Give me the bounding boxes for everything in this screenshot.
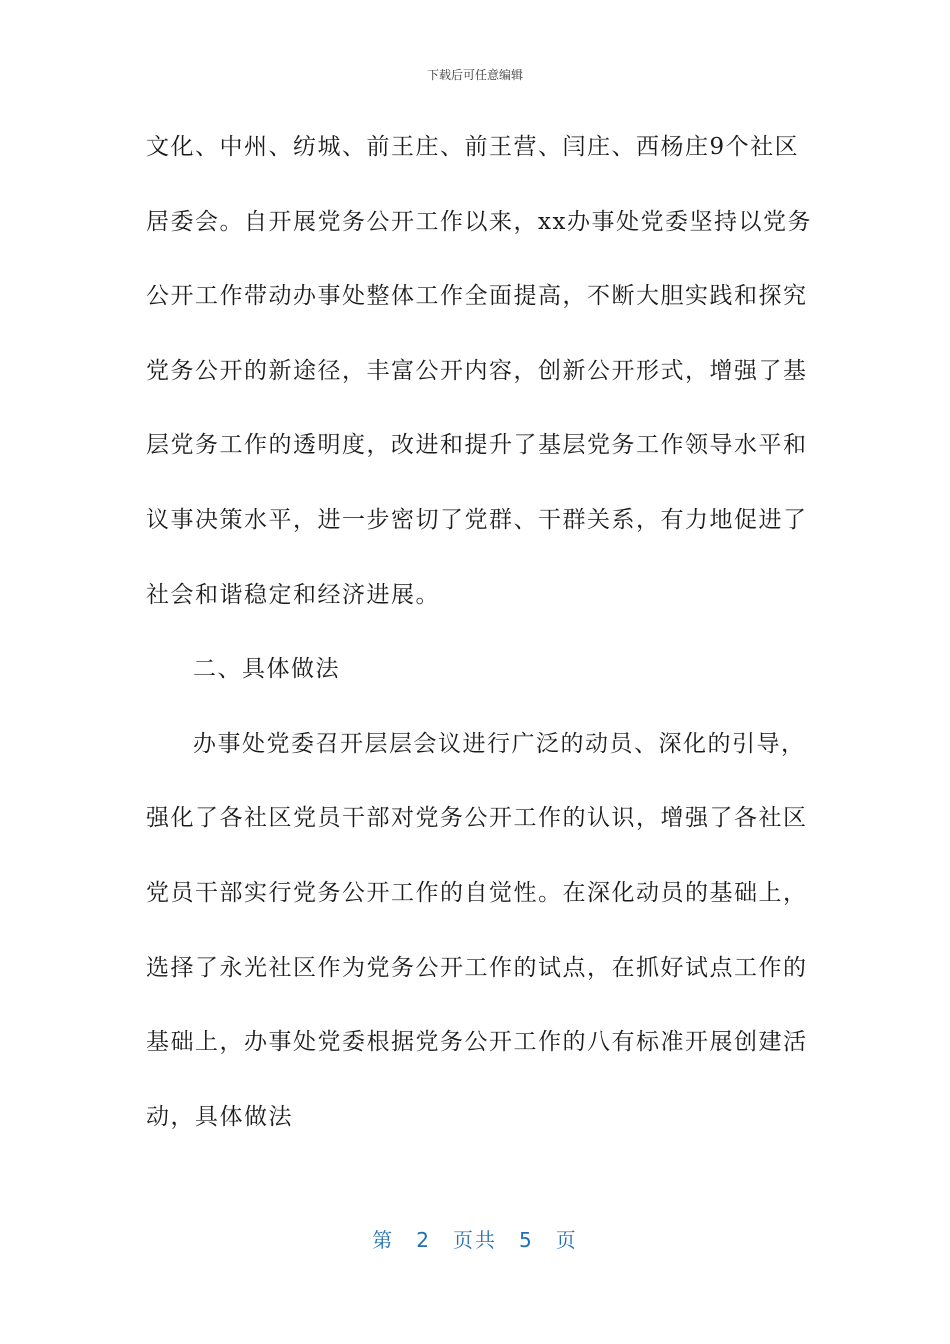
total-pages-number: 5 — [519, 1228, 534, 1252]
text-line: 基础上，办事处党委根据党务公开工作的八有标准开展创建活 — [146, 1029, 808, 1056]
text-line: 居委会。自开展党务公开工作以来，xx办事处党委坚持以党务 — [146, 208, 812, 235]
text-line: 层党务工作的透明度，改进和提升了基层党务工作领导水平和 — [146, 432, 808, 459]
text-line: 选择了永光社区作为党务公开工作的试点，在抓好试点工作的 — [146, 954, 808, 981]
text-line: 动，具体做法 — [146, 1103, 293, 1130]
page-middle: 页共 — [453, 1228, 497, 1252]
page-number-footer — [0, 1224, 950, 1253]
text-line: 公开工作带动办事处整体工作全面提高，不断大胆实践和探究 — [146, 283, 808, 310]
header-note: 下载后可任意编辑 — [426, 68, 523, 82]
text-line: 党员干部实行党务公开工作的自觉性。在深化动员的基础上， — [146, 879, 808, 906]
page-prefix: 第 — [372, 1228, 395, 1252]
text-line: 党务公开的新途径，丰富公开内容，创新公开形式，增强了基 — [146, 357, 808, 384]
document-body — [146, 127, 812, 1171]
text-line: 办事处党委召开层层会议进行广泛的动员、深化的引导， — [193, 730, 806, 757]
text-line: 议事决策水平，进一步密切了党群、干群关系，有力地促进了 — [146, 506, 808, 533]
text-line: 文化、中州、纺城、前王庄、前王营、闫庄、西杨庄9个社区 — [146, 134, 800, 160]
text-line: 社会和谐稳定和经济进展。 — [146, 581, 440, 608]
current-page-number: 2 — [416, 1228, 431, 1252]
section-heading: 二、具体做法 — [193, 656, 340, 683]
page-suffix: 页 — [555, 1228, 578, 1252]
text-line: 强化了各社区党员干部对党务公开工作的认识，增强了各社区 — [146, 805, 808, 832]
